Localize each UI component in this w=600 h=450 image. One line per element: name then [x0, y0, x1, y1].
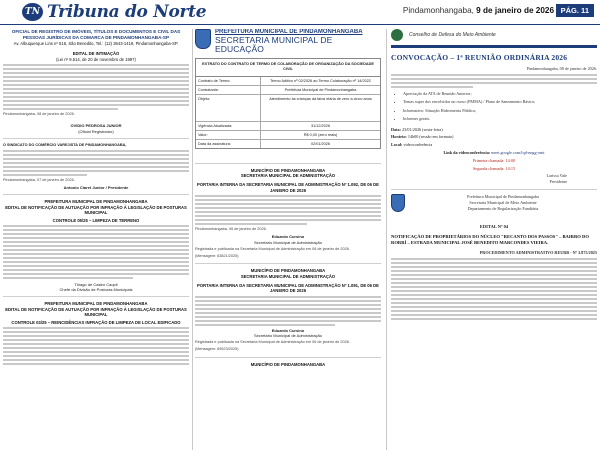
agenda-item: • Apreciação da ATA de Reunião Anterior; [403, 90, 597, 98]
row-value: Termo Aditivo nº 02/2026 ao Termo Colaboração nº 14/2022 [270, 78, 371, 83]
council-name: Conselho de Defesa do Meio Ambiente [409, 32, 496, 38]
column-middle [195, 29, 381, 450]
second-call: Segunda chamada: 14:15 [472, 166, 516, 172]
body-text-lines [195, 195, 381, 225]
notification-title: NOTIFICAÇÃO DE PROPRIETÁRIOS DO NÚCLEO "RECANTO DOS PASSOS" – BAIRRO DO RORRÍ – ESTRADA MUNICIPAL JOSÉ BENEDITO MARCONDES VIEIRA. [391, 234, 589, 246]
sindicato-place-date: Pindamonhangaba, 07 de janeiro de 2026. [3, 177, 75, 182]
meeting-date-label: Data: [391, 126, 402, 132]
adm1-place-date: Pindamonhangaba, 06 de janeiro de 2026. [195, 227, 267, 232]
convocation-date: Pindamonhangaba, 08 de janeiro de 2026. [526, 66, 597, 71]
meeting-location [391, 141, 597, 149]
procedure-lead: PROCEDIMENTO ADMINISTRATIVO REURB - Nº 3.875/2025 [479, 250, 597, 256]
org-header [391, 194, 597, 212]
org-line-3: Departamento de Regularização Fundiária [467, 206, 539, 212]
divider [3, 138, 189, 139]
adm2-subtitle: SECRETARIA MUNICIPAL DE ADMINISTRAÇÃO [240, 273, 336, 279]
org-line-2: Secretaria Municipal de Meio Ambiente [469, 200, 537, 206]
council-header [391, 29, 597, 41]
notice2-subtitle: EDITAL DE NOTIFICAÇÃO DE AUTUAÇÃO POR INFRAÇÃO À LEGISLAÇÃO DE POSTURAS MUNICIPAL [5, 306, 187, 318]
adm1-signer-name: Eduardo Cursino [271, 234, 305, 240]
adm1-portaria: PORTARIA INTERNA DA SECRETARIA MUNICIPAL DE ADMINISTRAÇÃO Nº 1.092, DE 06 DE JANEIRO DE 2026 [197, 182, 379, 193]
council-logo-icon [391, 29, 403, 41]
notice2-reference: CONTROLE 03/25 – REINCIDÊNCIAS INFRAÇÃO DE LIMPEZA DE LOCAL EDIFICADO [11, 319, 181, 325]
table-row [196, 77, 380, 86]
row-value: R$ 0,00 (zero reais) [303, 132, 338, 137]
meeting-date-value: 23/01/2026 (sexta-feira) [402, 126, 443, 132]
meeting-time [391, 133, 597, 141]
adm2-portaria: PORTARIA INTERNA DA SECRETARIA MUNICIPAL DE ADMINISTRAÇÃO Nº 1.091, DE 06 DE JANEIRO DE 2026 [197, 283, 379, 294]
divider [195, 357, 381, 358]
row-label: Data da assinatura: [196, 140, 261, 148]
signer-name: Larissa Vale [546, 173, 567, 179]
table-row [196, 131, 380, 140]
row-label: Vigência Atualizada: [196, 122, 261, 130]
divider [195, 163, 381, 164]
agenda-list [391, 90, 597, 124]
row-label: Contrato de Termo: [196, 77, 261, 85]
adm3-title: MUNICÍPIO DE PINDAMONHANGABA [250, 361, 326, 367]
logo-badge-icon: TN [22, 3, 43, 21]
column-left [3, 29, 189, 450]
secretaria-title: SECRETARIA MUNICIPAL DE EDUCAÇÃO [215, 34, 333, 54]
city-crest-icon [195, 29, 211, 49]
row-label: Objeto: [196, 95, 261, 121]
notice1-signer-role: Chefe da Divisão de Posturas Municipais [59, 287, 133, 293]
newspaper-logo [22, 2, 206, 22]
body-text-lines [391, 74, 597, 88]
page-number-badge: PÁG. 11 [556, 4, 594, 17]
officer-role: (Oficial Registrador) [78, 128, 114, 134]
edital-number: EDITAL Nº 04 [479, 224, 509, 230]
education-header [195, 29, 381, 54]
meeting-location-label: Local: [391, 142, 403, 148]
adm1-registration: Registrada e publicada na Secretaria Municipal de Administração em 06 de janeiro de 2026. [195, 246, 350, 251]
divider [195, 263, 381, 264]
notice1-signer-name: Thiago de Castro Caopil [74, 282, 118, 288]
masthead [0, 0, 600, 25]
edital-subtitle: (Lei nº 9.514, de 20 de novembro de 1997) [56, 56, 136, 62]
sindicato-signature: Antonio Claret Junior / Presidente [63, 185, 129, 191]
agenda-item: • Informativo: Situação Hidrometria Pública; [403, 107, 597, 115]
meeting-link-value[interactable]: meet.google.com/fqd-nngg-omt [491, 150, 545, 156]
meeting-link-label: Link da videoconferência: [443, 150, 491, 156]
notice1-title: PREFEITURA MUNICIPAL DE PINDAMONHANGABA [44, 199, 148, 205]
row-value: Atendimento às crianças da faixa etária de zero a cinco anos [269, 96, 372, 101]
row-label: Contratante: [196, 86, 261, 94]
adm2-signer-role: Secretário Municipal de Administração [253, 333, 323, 339]
divider [3, 194, 189, 195]
body-text-lines [3, 327, 189, 365]
column-divider [386, 29, 387, 450]
adm2-signer-name: Eduardo Cursino [271, 327, 305, 333]
section-rule [391, 45, 597, 48]
meeting-time-label: Horário: [391, 134, 407, 140]
table-row [196, 122, 380, 131]
row-value: Prefeitura Municipal de Pindamonhangaba [284, 87, 357, 92]
table-row [196, 95, 380, 122]
body-text-lines [3, 150, 189, 176]
meeting-date [391, 126, 597, 134]
convocation-title: CONVOCAÇÃO – 1ª REUNIÃO ORDINÁRIA 2026 [391, 53, 568, 62]
adm2-code: (Mensagem: 69523/2025) [195, 347, 239, 352]
contract-table [195, 58, 381, 148]
adm2-registration: Registrada e publicada na Secretaria Municipal de Administração em 06 de janeiro de 2026. [195, 340, 350, 345]
first-call: Primeira chamada: 14:00 [472, 158, 516, 164]
row-value: 02/01/2026 [310, 141, 330, 146]
adm1-title: MUNICÍPIO DE PINDAMONHANGABA [250, 167, 326, 173]
body-text-lines [195, 296, 381, 326]
meeting-link [391, 149, 597, 157]
city-crest-icon [391, 194, 405, 212]
divider [3, 296, 189, 297]
adm1-signer-role: Secretário Municipal de Administração [253, 239, 323, 245]
meeting-time-value: 14h00 (sessão em formato) [407, 134, 454, 140]
meeting-location-value: videoconferência [403, 142, 433, 148]
signer-role: Presidente [549, 179, 567, 185]
org-line-1: Prefeitura Municipal de Pindamonhangaba [467, 194, 539, 200]
sindicato-lead: O SINDICATO DO COMÉRCIO VAREJISTA DE PINDAMONHANGABA, [3, 142, 127, 147]
column-right [391, 29, 597, 450]
row-value: 31/12/2026 [310, 123, 330, 128]
adm1-code: (Mensagem: 63821/2025) [195, 253, 239, 258]
issue-date-line [403, 6, 554, 15]
column-divider [192, 29, 193, 450]
adm2-title: MUNICÍPIO DE PINDAMONHANGABA [250, 268, 326, 274]
agenda-item: • Informes gerais. [403, 115, 597, 123]
notice2-title: PREFEITURA MUNICIPAL DE PINDAMONHANGABA [44, 301, 148, 307]
officer-name: OVIDIO PEDROSA JUNIOR [70, 123, 122, 129]
body-text-lines [3, 225, 189, 279]
notice1-subtitle: EDITAL DE NOTIFICAÇÃO DE AUTUAÇÃO POR INFRAÇÃO À LEGISLAÇÃO DE POSTURAS MUNICIPAL [5, 204, 187, 216]
adm1-subtitle: SECRETARIA MUNICIPAL DE ADMINISTRAÇÃO [240, 172, 336, 178]
table-row [196, 86, 380, 95]
body-text-lines [3, 64, 189, 110]
edital-title: EDITAL DE INTIMAÇÃO [72, 51, 120, 57]
edital-place-date: Pindamonhangaba, 08 de janeiro de 2026. [3, 112, 75, 117]
logo-text: Tribuna do Norte [47, 2, 207, 22]
registry-header-title: OFICIAL DE REGISTRO DE IMÓVEIS, TÍTULOS E DOCUMENTOS E CIVIL DAS PESSOAS JURÍDICAS DA COMARCA DE PINDAMONHANGABA-SP [11, 29, 181, 40]
table-row [196, 140, 380, 148]
notice1-reference: CONTROLE 05/25 – LIMPEZA DE TERRENO [52, 217, 140, 223]
issue-date: 9 de janeiro de 2026 [476, 6, 554, 15]
city-label: Pindamonhangaba, [402, 6, 477, 15]
body-text-lines [391, 258, 597, 320]
divider [391, 189, 597, 190]
meeting-details [391, 126, 597, 174]
registry-header-address: Av. Albuquerque Lins nº 516, São Benedito, Tel.: (12) 3643-1419, Pindamonhangaba-SP. [13, 41, 179, 46]
prefeitura-title: PREFEITURA MUNICIPAL DE PINDAMONHANGABA [215, 29, 363, 35]
agenda-item: • Temas super dos envolvidos no curso (PMMA) / Plano de Saneamento Básico; [403, 98, 597, 106]
contract-table-header: EXTRATO DO CONTRATO DE TERMO DE COLABORAÇÃO DE ORGANIZAÇÃO DA SOCIEDADE CIVIL [196, 59, 380, 76]
row-label: Valor: [196, 131, 261, 139]
